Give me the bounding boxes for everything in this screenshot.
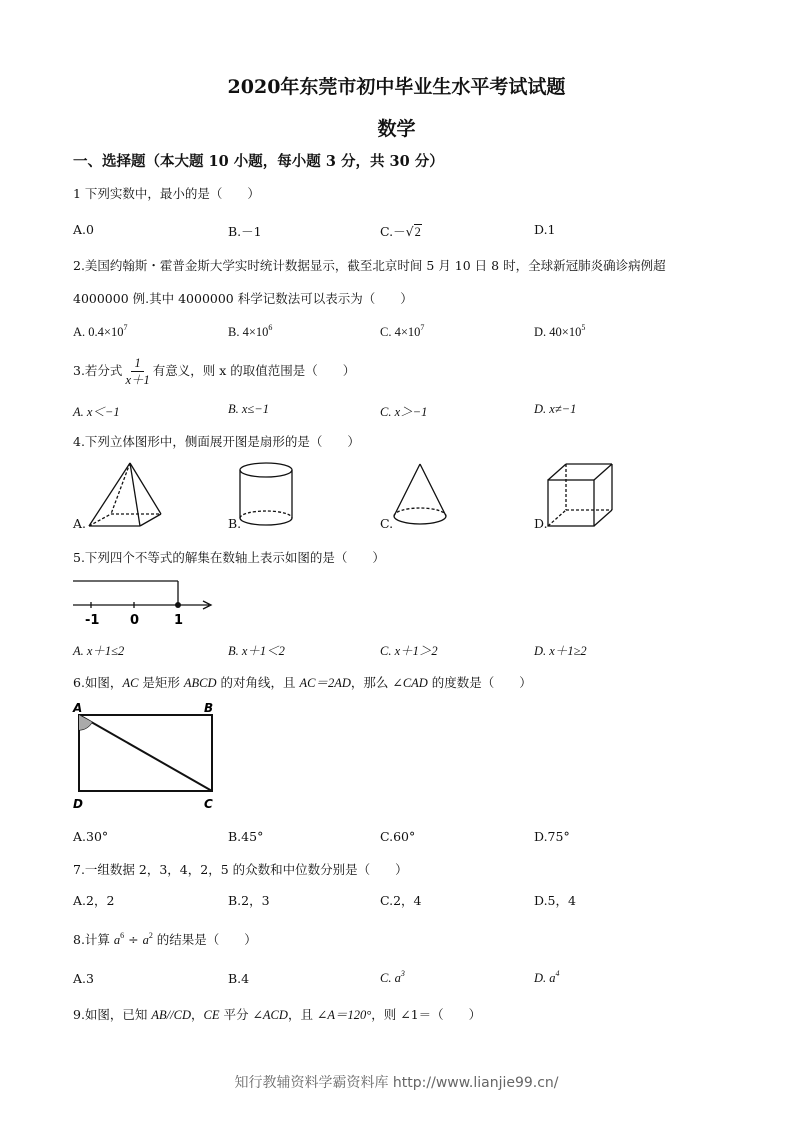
q6-option-b: B.45° (228, 829, 264, 844)
vertex-c: C (204, 797, 213, 811)
q7-option-d: D.5，4 (534, 893, 576, 908)
question-6-stem: 6.如图，AC 是矩形 ABCD 的对角线，且 AC＝2AD，那么 ∠CAD 的度数是（ ） (73, 675, 532, 690)
q1-option-c: C.－√2 (380, 224, 421, 239)
q3-option-c: C. x＞−1 (380, 405, 428, 419)
vertex-d: D (73, 797, 83, 811)
q3-option-a: A. x＜−1 (73, 405, 120, 419)
fraction-denominator: x＋1 (125, 373, 150, 387)
section-heading: 一、选择题（本大题 10 小题，每小题 3 分，共 30 分） (73, 153, 444, 170)
rectangle-figure (73, 700, 223, 815)
fraction-numerator: 1 (131, 355, 143, 372)
q4-option-c: C. (380, 516, 394, 531)
q8-option-a: A.3 (73, 971, 94, 986)
q5-option-c: C. x＋1＞2 (380, 644, 438, 658)
subject-title: 数学 (377, 118, 416, 140)
tick-label-neg1: -1 (85, 613, 100, 628)
question-7-stem: 7.一组数据 2，3，4，2，5 的众数和中位数分别是（ ） (73, 862, 408, 877)
question-9-stem: 9.如图，已知 AB//CD，CE 平分 ∠ACD，且 ∠A＝120°，则 ∠1＝（ ） (73, 1007, 482, 1022)
q1-option-a: A.0 (73, 222, 94, 237)
q7-option-b: B.2，3 (228, 893, 270, 908)
vertex-b: B (204, 701, 214, 715)
question-8-stem: 8.计算 $a^6 \div a^2$ 的结果是（ ） (73, 931, 257, 947)
q5-option-b: B. x＋1＜2 (228, 644, 285, 658)
q8-option-c: C. $a^3$ (380, 969, 405, 985)
q7-option-a: A.2，2 (73, 893, 115, 908)
number-line-figure (73, 575, 223, 630)
question-2-stem-line1: 2.美国约翰斯・霍普金斯大学实时统计数据显示，截至北京时间 5 月 10 日 8 时，全球新冠肺炎确诊病例超 (73, 258, 666, 273)
q6-option-d: D.75° (534, 829, 570, 844)
vertex-a: A (73, 701, 83, 715)
q6-option-c: C.60° (380, 829, 416, 844)
footer-watermark[interactable]: 知行教辅资料学霸资料库 http://www.lianjie99.cn/ (234, 1075, 559, 1091)
q8-option-d: D. $a^4$ (534, 969, 560, 985)
q2-option-a: A. $0.4\times 10^7$ (73, 323, 128, 339)
question-5-stem: 5.下列四个不等式的解集在数轴上表示如图的是（ ） (73, 550, 385, 565)
q5-option-d: D. x＋1≥2 (534, 644, 587, 658)
q1-option-b: B.－1 (228, 224, 262, 239)
question-3-stem: 3.若分式 $\frac{1}{x+1}$ 有意义，则 x 的取值范围是（ ） (73, 356, 356, 387)
q1-option-d: D.1 (534, 222, 556, 237)
exam-title: 2020年东莞市初中毕业生水平考试试题 (227, 76, 566, 98)
tick-label-1: 1 (174, 613, 184, 628)
q6-option-a: A.30° (73, 829, 109, 844)
q5-option-a: A. x＋1≤2 (73, 644, 125, 658)
q8-option-b: B.4 (228, 971, 250, 986)
q2-option-b: B. $4\times 10^6$ (228, 323, 273, 339)
q4-option-d: D. (534, 516, 548, 531)
question-2-stem-line2: 4000000 例.其中 4000000 科学记数法可以表示为（ ） (73, 291, 413, 306)
question-1-stem: 1 下列实数中，最小的是（ ） (73, 186, 260, 201)
q2-option-d: D. $40\times 10^5$ (534, 323, 586, 339)
q4-option-b: B. (228, 516, 242, 531)
q2-option-c: C. $4\times 10^7$ (380, 323, 425, 339)
tick-label-0: 0 (130, 613, 140, 628)
q7-option-c: C.2，4 (380, 893, 422, 908)
q3-option-b: B. x≤−1 (228, 402, 269, 416)
q3-option-d: D. x≠−1 (534, 402, 577, 416)
q4-option-a: A. (73, 516, 87, 531)
question-4-stem: 4.下列立体图形中，侧面展开图是扇形的是（ ） (73, 434, 360, 449)
pyramid-figure (73, 460, 173, 530)
